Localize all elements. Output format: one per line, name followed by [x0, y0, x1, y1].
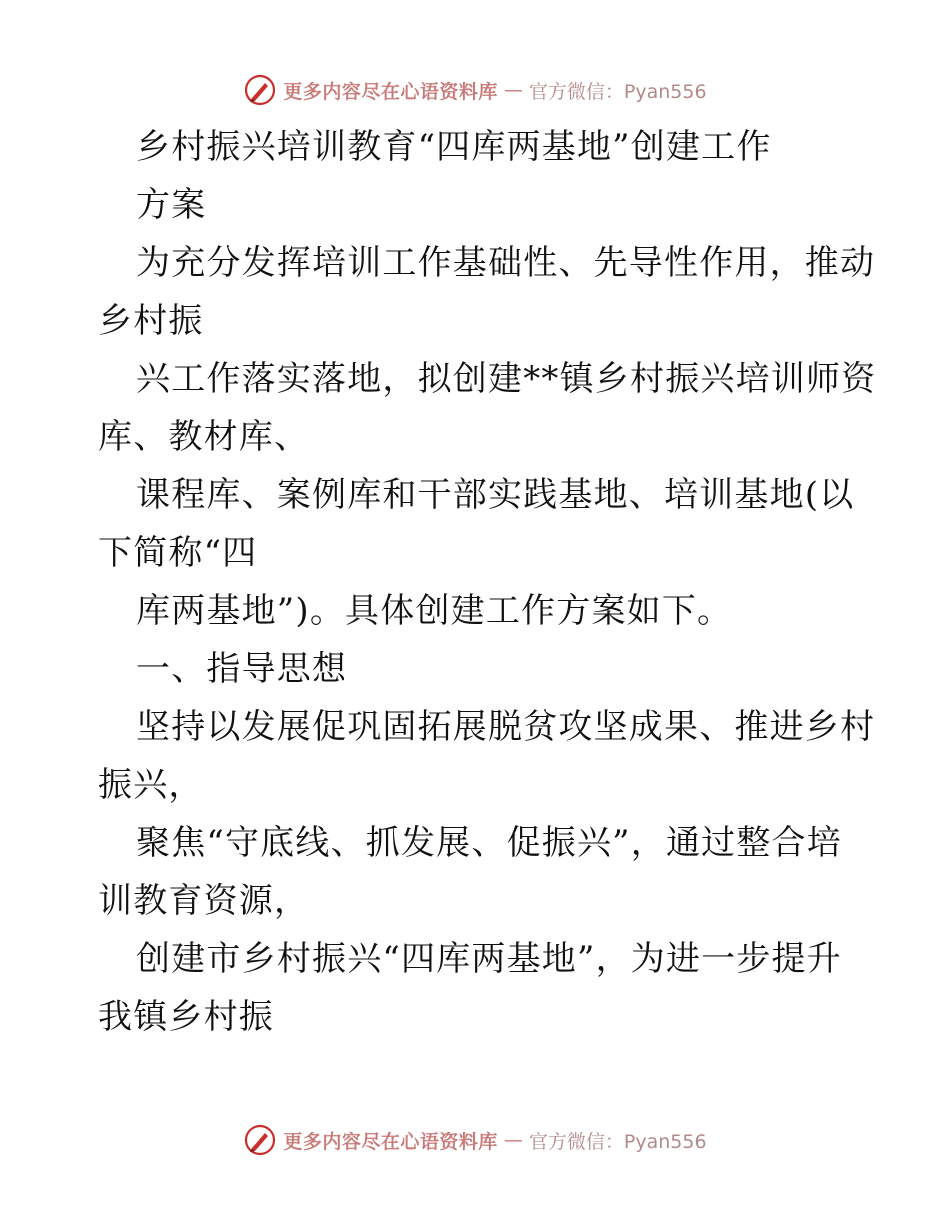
watermark-header [0, 70, 950, 110]
watermark-text: 更多内容尽在心语资料库 [283, 80, 498, 103]
paragraph-line: 训教育资源， [98, 881, 310, 921]
paragraph-line: 坚持以发展促巩固拓展脱贫攻坚成果、推进乡村 [136, 707, 876, 747]
watermark-text: 更多内容尽在心语资料库 [283, 1130, 498, 1153]
pen-logo-icon [243, 73, 277, 107]
paragraph-line: 课程库、案例库和干部实践基地、培训基地(以 [136, 475, 855, 515]
watermark-wechat: 官方微信：Pyan556 [528, 1130, 707, 1153]
doc-title-line-1: 乡村振兴培训教育“四库两基地”创建工作 [136, 127, 772, 167]
watermark-dash: — [503, 79, 523, 101]
watermark-dash: — [503, 1129, 523, 1151]
watermark-footer [0, 1120, 950, 1160]
doc-title-line-2: 方案 [136, 185, 207, 225]
paragraph-line: 我镇乡村振 [98, 997, 274, 1037]
paragraph-line: 库两基地”)。具体创建工作方案如下。 [136, 591, 733, 631]
paragraph-line: 振兴， [98, 765, 204, 805]
pen-logo-icon [243, 1123, 277, 1157]
paragraph-line: 乡村振 [98, 301, 204, 341]
paragraph-line: 下简称“四 [98, 533, 258, 573]
paragraph-line: 聚焦“守底线、抓发展、促振兴”，通过整合培 [136, 823, 842, 863]
section-heading: 一、指导思想 [136, 649, 348, 689]
paragraph-line: 创建市乡村振兴“四库两基地”，为进一步提升 [136, 939, 842, 979]
paragraph-line: 兴工作落实落地，拟创建**镇乡村振兴培训师资 [136, 359, 877, 399]
watermark-wechat: 官方微信：Pyan556 [528, 80, 707, 103]
paragraph-line: 库、教材库、 [98, 417, 310, 457]
paragraph-line: 为充分发挥培训工作基础性、先导性作用，推动 [136, 243, 876, 283]
